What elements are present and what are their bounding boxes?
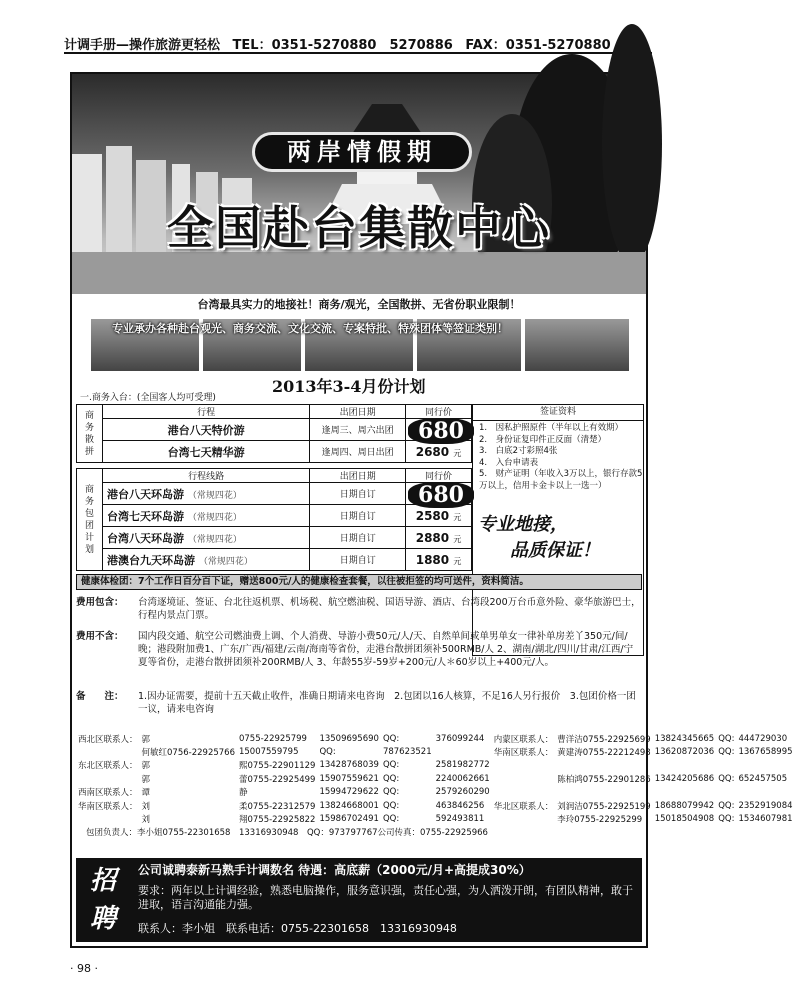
price-unit: 元 (453, 534, 462, 544)
table-row (76, 826, 795, 839)
contact-cell: 静 (238, 788, 248, 799)
remark-label: 备 注： (76, 691, 124, 702)
contact-cell: 787623521 (382, 747, 432, 758)
contact-cell: 郭 (141, 734, 151, 745)
charter-group-table (76, 468, 472, 571)
contact-cell: 翔0755-22925822 (238, 815, 316, 826)
contact-cell: QQ: (382, 733, 400, 744)
table1-side-label: 商务散拼 (77, 405, 103, 463)
route-dates: 逢周三、周六出团 (310, 419, 406, 441)
table-row (77, 527, 472, 549)
route-note: （常规四花） (187, 534, 242, 545)
contact-cell (492, 786, 556, 799)
table-row (76, 786, 795, 799)
table-row (76, 812, 795, 825)
hero-title: 全国赴台集散中心 (167, 201, 551, 255)
route-price: 2880 (415, 530, 450, 545)
hero-subtitle: 两岸情假期 (252, 132, 472, 172)
route-price: 1880 (415, 552, 450, 567)
contact-cell: 东北区联系人： (78, 761, 138, 772)
fee-exclude-label: 费用不含： (76, 631, 124, 642)
contact-cell: QQ: (382, 760, 400, 771)
contact-cell: QQ: (718, 800, 735, 811)
visa-header: 签证资料 (473, 405, 643, 421)
header-tel: TEL：0351-5270880 5270886 (232, 38, 453, 53)
contact-cell: QQ: (718, 747, 735, 758)
contact-cell: 柔0755-22312579 (238, 801, 316, 812)
contact-cell: 13428768039 (319, 760, 379, 771)
contact-cell: 1534607981 (738, 814, 793, 825)
contact-cell: 内蒙区联系人： (493, 734, 554, 745)
contact-cell: QQ: (718, 773, 735, 784)
table2-header-route: 行程线路 (102, 469, 309, 483)
visa-item: 5. 财产证明（年收入3万以上，银行存款5万以上，信用卡金卡以上一选一） (479, 469, 643, 491)
contact-cell (555, 786, 652, 799)
contact-cell: 13509695690 (319, 733, 379, 744)
table-row (76, 732, 795, 745)
contact-cell: 刘润洁0755-22925199 (557, 801, 651, 812)
route-note: （常规四花） (187, 512, 242, 523)
table1-header-route: 行程 (102, 405, 309, 419)
route-cell (102, 505, 309, 527)
contact-cell: 15007559795 (238, 747, 299, 758)
hero-photo (72, 74, 646, 294)
contact-cell: QQ: (382, 814, 400, 825)
contact-cell: 13620872036 (654, 747, 715, 758)
health-checkup-notice: 健康体检团：7个工作日百分百下证，赠送800元/人的健康检查套餐，以往被拒签的均可送件，资料简洁。 (76, 574, 642, 590)
hero-banner (72, 74, 646, 294)
table-row (77, 505, 472, 527)
contact-cell: 15018504908 (654, 814, 715, 825)
route-price-cell (406, 527, 472, 549)
contact-cell: 郭 (141, 774, 151, 785)
contact-cell: 13824668001 (319, 800, 379, 811)
price-badge: 680 (408, 482, 474, 508)
contact-cell: 13824345665 (654, 733, 715, 744)
visa-list (473, 421, 643, 492)
contact-cell: 西南区联系人： (78, 788, 138, 799)
page-header (64, 34, 652, 54)
contact-cell: 592493811 (435, 814, 485, 825)
route-name: 台湾七天精华游 (102, 441, 309, 463)
contact-cell (492, 759, 556, 772)
header-fax: FAX：0351-5270880 (465, 38, 611, 53)
contact-cell: 444729030 (738, 733, 788, 744)
fee-exclude (76, 630, 642, 669)
contact-cell (492, 812, 556, 825)
contact-cell: 刘 (141, 815, 151, 826)
page-number: · 98 · (70, 962, 98, 975)
route-note: （常规四花） (187, 490, 242, 501)
fee-include-text: 台湾逐境证、签证、台北往返机票、机场税、航空燃油税、国语导游、酒店、台湾段200万台币意外险、豪华旅游巴士，行程内景点门票。 (138, 597, 641, 621)
tagline: 台湾最具实力的地接社！商务/观光，全国散拼、无省份职业限制！ (197, 298, 521, 311)
contact-cell: 何敏红0756-22925766 (141, 748, 235, 759)
contact-cell (736, 786, 794, 799)
fee-exclude-text: 国内段交通、航空公司燃油费上调、个人消费、导游小费50元/人/天、自然单间或单男单女一律补单房差丫350元/间/晚；港段附加费1、广东/广西/福建/云南/海南等省份，走港台散拼团须补500RMB/人 2、湖南/湖北/四川/甘肃/江西/宁夏等省份，走港台散拼团须补200RMB/人 3、年龄55岁-59岁+200元/人＊60岁以上+400元/人。 (138, 631, 634, 668)
table-row (77, 549, 472, 571)
table2-side-label: 商务包团计划 (77, 469, 103, 571)
contact-cell: 2581982772 (435, 760, 490, 771)
contact-cell: 0755-22925799 (238, 733, 307, 744)
table-row (76, 745, 795, 758)
visa-item: 1. 因私护照原件（半年以上有效期） (479, 423, 624, 433)
contact-cell: 黄建涛0755-22212498 (557, 748, 651, 759)
table-row (76, 772, 795, 785)
route-dates: 日期自订 (310, 483, 406, 505)
contact-cell: 华南区联系人： (493, 748, 554, 759)
contact-cell (716, 759, 736, 772)
contact-cell (736, 759, 794, 772)
recruit-headline: 公司诚聘泰新马熟手计调数名 待遇：高底薪（2000元/月+高提成30%） (138, 863, 531, 877)
contact-cell: 2579260290 (435, 787, 490, 798)
visa-item: 4. 入台申请表 (479, 457, 539, 468)
contact-cell (76, 745, 140, 758)
contacts-section (76, 732, 793, 839)
contact-cell: 463846256 (435, 800, 485, 811)
contact-cell: 15994729622 (319, 787, 379, 798)
contact-cell: QQ: (319, 747, 336, 758)
fee-include-label: 费用包含： (76, 597, 124, 608)
fee-include (76, 596, 642, 622)
route-name: 台湾八天环岛游 (106, 531, 184, 545)
contact-cell: 华南区联系人： (78, 801, 138, 812)
contact-cell: 376099244 (435, 733, 485, 744)
contact-cell: 谭 (141, 788, 151, 799)
visa-item: 3. 白底2寸彩照4张 (479, 446, 558, 456)
contact-cell: 15986702491 (319, 814, 379, 825)
contact-cell: 蕾0755-22925499 (238, 774, 316, 785)
table1-header-price: 同行价 (406, 405, 472, 419)
route-dates: 日期自订 (310, 505, 406, 527)
contact-cell: QQ: (382, 773, 400, 784)
route-name: 台湾七天环岛游 (106, 509, 184, 523)
contact-cell: 652457505 (738, 773, 788, 784)
route-name: 港澳台九天环岛游 (106, 553, 195, 567)
contact-cell (653, 759, 717, 772)
contact-cell: QQ: (382, 800, 400, 811)
contact-cell: 曹洋洁0755-22925699 (557, 734, 651, 745)
contact-cell: 熙0755-22901129 (238, 761, 316, 772)
contact-cell (76, 772, 140, 785)
contact-cell: QQ: (718, 733, 735, 744)
route-cell (102, 549, 309, 571)
table2-header-price: 同行价 (406, 469, 472, 483)
contact-cell: 13424205686 (654, 773, 715, 784)
contact-cell (492, 772, 556, 785)
price-badge: 680 (408, 418, 474, 444)
contact-cell (716, 786, 736, 799)
route-name: 港台八天特价游 (102, 419, 309, 441)
contact-cell: 陈柏鸿0755-22901286 (557, 774, 651, 785)
recruitment-banner (76, 858, 642, 942)
route-name: 港台八天环岛游 (106, 487, 184, 501)
contact-cell: 郭 (141, 761, 151, 772)
route-price-cell (406, 549, 472, 571)
strip-caption: 专业承办各种赴台观光、商务交流、文化交流、专案特批、特殊团体等签证类别！ (112, 322, 508, 335)
route-cell (102, 527, 309, 549)
slogan-line2: 品质保证！ (510, 540, 600, 561)
table-row (77, 441, 472, 463)
route-note: （常规四花） (198, 556, 253, 567)
route-dates: 日期自订 (310, 527, 406, 549)
contact-cell (555, 759, 652, 772)
table-row (76, 759, 795, 772)
slogan-line1: 专业地接， (478, 514, 568, 535)
table1-header-dates: 出团日期 (310, 405, 406, 419)
contacts-table (76, 732, 795, 839)
contact-cell (653, 786, 717, 799)
contact-cell: 李玲0755-22925299 (557, 815, 643, 826)
recruit-requirement: 要求：两年以上计调经验，熟悉电脑操作，服务意识强，责任心强，为人洒泼开朗，有团队精神，敢于进取，语言沟通能力强。 (138, 884, 633, 911)
price-unit: 元 (453, 556, 462, 566)
remark-text: 1.因办证需要，提前十五天截止收件，准确日期请来电咨询 2.包团以16人核算，不足16人另行报价 3.包团价格一团一议，请来电咨询 (138, 691, 636, 715)
contact-cell: 华北区联系人： (493, 801, 554, 812)
contact-cell: QQ: (382, 787, 400, 798)
contact-cell (434, 745, 492, 758)
route-price: 2580 (415, 508, 450, 523)
visa-item: 2. 身份证复印件正反面（清楚） (479, 434, 607, 445)
price-unit: 元 (453, 448, 462, 458)
contact-cell: 刘 (141, 801, 151, 812)
contact-cell (76, 812, 140, 825)
section-label: 一.商务入台：(全国客人均可受理) (80, 393, 216, 403)
advertisement-frame (70, 72, 793, 948)
contacts-footer: 包团负责人：李小姐0755-22301658 13316930948 QQ：973797767公司传真：0755-22925966 (86, 828, 488, 839)
contact-cell: 2352919084 (738, 800, 793, 811)
table-row (76, 799, 795, 812)
contact-cell: 1367658995 (738, 747, 793, 758)
recruit-side-label: 招聘 (90, 866, 117, 934)
contact-cell: 18688079942 (654, 800, 715, 811)
price-unit: 元 (453, 512, 462, 522)
table2-header-dates: 出团日期 (310, 469, 406, 483)
contact-cell: 15907559621 (319, 773, 379, 784)
route-price: 2680 (415, 444, 450, 459)
recruit-contact: 联系人：李小姐 联系电话：0755-22301658 13316930948 (138, 922, 457, 935)
remark (76, 690, 642, 716)
route-cell (102, 483, 309, 505)
route-dates: 日期自订 (310, 549, 406, 571)
route-dates: 逢周四、周日出团 (310, 441, 406, 463)
contact-cell: 2240062661 (435, 773, 490, 784)
contact-cell: QQ: (718, 814, 735, 825)
plan-title: 2013年3-4月份计划 (272, 377, 426, 396)
contact-cell: 西北区联系人： (78, 734, 138, 745)
header-slogan: 计调手册—操作旅游更轻松 (64, 38, 221, 53)
